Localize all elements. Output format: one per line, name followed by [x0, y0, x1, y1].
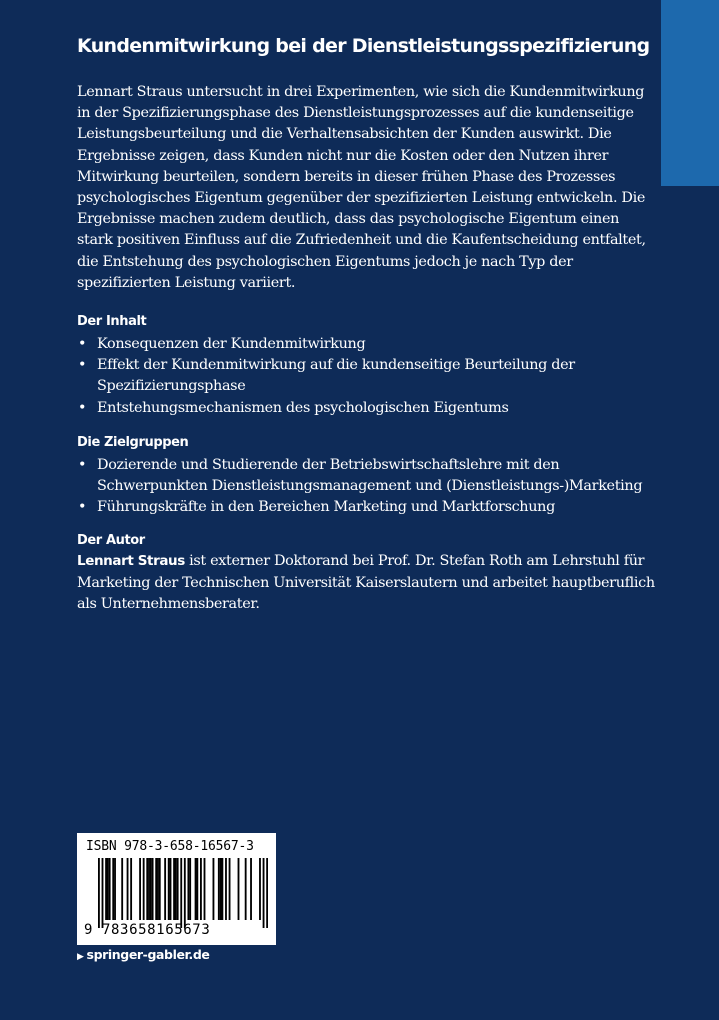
barcode-bar — [150, 858, 152, 920]
list-item: • Effekt der Kundenmitwirkung auf die kundenseitige Beurteilung der Spezifizierungsphase — [78, 357, 575, 395]
bullet-icon: • — [78, 336, 87, 353]
barcode-bar — [196, 858, 198, 920]
barcode-guard-bar — [263, 858, 265, 928]
ean-first-digit: 9 — [84, 922, 93, 938]
section-heading-autor: Der Autor — [77, 533, 145, 549]
arrow-right-icon: ▶ — [77, 952, 84, 962]
section-inhalt — [77, 312, 657, 419]
book-title: Kundenmitwirkung bei der Dienstleistungsspezifizierung — [77, 35, 650, 57]
barcode-bar — [109, 858, 111, 920]
barcode-bar — [170, 858, 172, 920]
barcode-bar — [245, 858, 247, 920]
bullet-icon: • — [78, 499, 87, 516]
barcode-bar — [229, 858, 231, 920]
barcode-bar — [114, 858, 116, 920]
author-bio — [77, 551, 657, 615]
barcode-bar — [195, 858, 197, 920]
website-link[interactable] — [77, 947, 210, 962]
author-bio-text: ist externer Doktorand bei Prof. Dr. Stefan Roth am Lehrstuhl für Marketing der Technischen Universität Kaiserslautern und arbeitet hauptberuflich als Unternehmensberater. — [77, 553, 655, 612]
barcode-bar — [155, 858, 157, 920]
isbn-text: ISBN 978-3-658-16567-3 — [86, 839, 254, 854]
section-zielgruppen — [77, 433, 657, 519]
barcode-bar — [220, 858, 222, 920]
barcode-bar — [159, 858, 161, 920]
author-name: Lennart Straus — [77, 553, 185, 570]
list-item: • Führungskräfte in den Bereichen Marketing und Marktforschung — [77, 497, 657, 518]
barcode-bar — [221, 858, 223, 920]
barcode-bar — [168, 858, 170, 920]
barcode-bar — [173, 858, 175, 920]
barcode-bar — [121, 858, 123, 920]
section-heading-inhalt: Der Inhalt — [77, 314, 147, 330]
barcode-bar — [107, 858, 109, 920]
barcode-bar — [225, 858, 227, 920]
isbn-barcode — [77, 833, 276, 945]
barcode-bar — [189, 858, 191, 920]
barcode-bar — [157, 858, 159, 920]
barcode-bar — [146, 858, 148, 920]
barcode-bar — [164, 858, 166, 920]
barcode-bar — [177, 858, 179, 920]
barcode-bar — [250, 858, 252, 920]
barcode-bar — [200, 858, 202, 920]
inhalt-list — [77, 334, 657, 419]
barcode-bar — [218, 858, 220, 920]
barcode-bar — [213, 858, 215, 920]
barcode-guard-bar — [184, 858, 186, 928]
barcode-bar — [130, 858, 132, 920]
intro-paragraph: Lennart Straus untersucht in drei Experimenten, wie sich die Kundenmitwirkung in der Spezifizierungsphase des Dienstleistungsprozesses auf die kundenseitige Leistungsbeurteilung und die Verhaltensabsichten der Kunden auswirkt. Die Ergebnisse zeigen, dass Kunden nicht nur die Kosten oder den Nutzen ihrer Mitwirkung beurteilen, sondern bereits in dieser frühen Phase des Prozesses psychologisches Eigentum gegenüber der spezifizierten Leistung entwickeln. Die Ergebnisse machen zudem deutlich, dass das psychologische Eigentum einen stark positiven Einfluss auf die Zufriedenheit und die Kaufentscheidung entfaltet, die Entstehung des psychologischen Eigentums jedoch je nach Typ der spezifizierten Leistung variiert. — [77, 84, 646, 291]
list-item: • Dozierende und Studierende der Betriebswirtschaftslehre mit den Schwerpunkten Dienstleistungsmanagement und (Dienstleistungs-)Marketing — [78, 456, 643, 495]
bullet-icon: • — [78, 399, 87, 416]
section-heading-zielgruppen: Die Zielgruppen — [77, 434, 189, 450]
barcode-bar — [259, 858, 261, 920]
barcode-bar — [152, 858, 154, 920]
barcode-guard-bar — [98, 858, 100, 928]
barcode-bar — [187, 858, 189, 920]
bullet-icon: • — [78, 456, 87, 473]
ean-digits: 783658165673 — [102, 922, 211, 938]
list-item: • Konsequenzen der Kundenmitwirkung — [77, 334, 657, 355]
barcode-bar — [139, 858, 141, 920]
barcode-bar — [204, 858, 206, 920]
barcode-bars — [98, 858, 268, 928]
barcode-bar — [112, 858, 114, 920]
barcode-guard-bar — [266, 858, 268, 928]
barcode-bar — [127, 858, 129, 920]
website-link-text: springer-gabler.de — [86, 947, 210, 962]
section-autor — [77, 531, 657, 615]
accent-tab — [661, 0, 719, 186]
barcode-bar — [148, 858, 150, 920]
barcode-bar — [105, 858, 107, 920]
barcode-bar — [238, 858, 240, 920]
barcode-bar — [143, 858, 145, 920]
list-item: • Entstehungsmechanismen des psychologischen Eigentums — [77, 398, 657, 419]
barcode-bar — [175, 858, 177, 920]
barcode-guard-bar — [180, 858, 182, 928]
back-cover-text — [77, 32, 657, 615]
bullet-icon: • — [78, 357, 87, 374]
zielgruppen-list — [77, 455, 657, 519]
barcode-guard-bar — [102, 858, 104, 928]
